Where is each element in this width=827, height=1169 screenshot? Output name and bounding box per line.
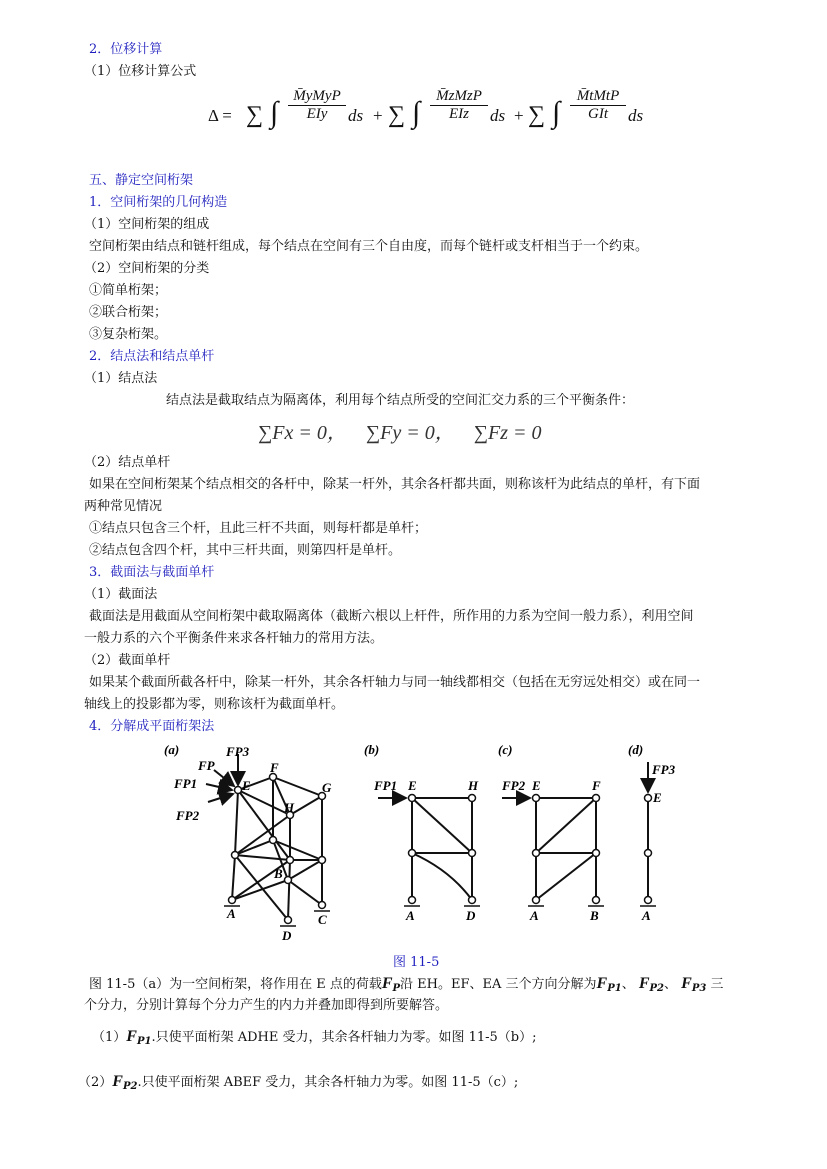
subsection-1a-text: 空间桁架由结点和链杆组成，每个结点在空间有三个自由度，而每个链杆或支杆相当于一个约束。 [89, 239, 649, 254]
term3-denominator: GIt [588, 106, 608, 122]
label-e-d: E [653, 790, 662, 805]
ds-1: ds [348, 106, 364, 125]
label-fp2: FP2 [176, 808, 200, 823]
subsection-2a-text: 结点法是截取结点为隔离体，利用每个结点所受的空间汇交力系的三个平衡条件： [166, 393, 635, 408]
equation-fx: ∑Fx = 0， [258, 422, 347, 444]
section-title-displacement: 2．位移计算 [89, 42, 163, 57]
label-f-c: F [592, 778, 601, 793]
label-fp3: FP3 [226, 744, 250, 759]
equilibrium-equations [258, 416, 541, 445]
ds-3: ds [628, 106, 644, 125]
subsection-1b-heading: （2）空间桁架的分类 [84, 261, 210, 276]
label-b: B [274, 866, 283, 881]
figure-d-tag: (d) [628, 742, 644, 757]
plus-2: + [514, 106, 524, 125]
label-f: F [270, 760, 279, 775]
subsection-3b-text-line1: 如果某个截面所截各杆中，除某一杆外，其余各杆轴力与同一轴线都相交（包括在无穷远处相交）或在同一 [89, 675, 701, 690]
term1-denominator: EIy [306, 106, 328, 122]
equation-fy: ∑Fy = 0， [365, 422, 455, 444]
item-fp1: $(1)F_{P1}$.只使平面桁架 ADHE 受力，其余各杆轴力为零。如图 11-5（b）; [92, 1028, 537, 1047]
integral-symbol: ∫ [270, 96, 279, 129]
subsection-4-title: 4．分解成平面桁架法 [89, 719, 215, 734]
equation-fz: ∑Fz = 0 [473, 422, 542, 444]
subsection-3b-heading: （2）截面单杆 [84, 653, 171, 668]
list-item: ②结点包含四个杆，其中三杆共面，则第四杆是单杆。 [89, 543, 402, 558]
label-a-d: A [642, 908, 651, 923]
label-e-b: E [408, 778, 417, 793]
label-fp1-b: FP1 [374, 778, 398, 793]
item-fp2: $(2)F_{P2}$.只使平面桁架 ABEF 受力，其余各杆轴力为零。如图 11-5（c）; [78, 1073, 519, 1092]
list-item: ③复杂桁架。 [89, 327, 168, 342]
list-item: ①结点只包含三个杆，且此三杆不共面，则每杆都是单杆； [89, 521, 428, 536]
figure-caption: 图 11-5 [393, 955, 440, 970]
figure-11-5 [150, 740, 690, 950]
ds-2: ds [490, 106, 506, 125]
label-h-b: H [468, 778, 479, 793]
subsection-1-title: 1．空间桁架的几何构造 [89, 195, 228, 210]
label-d: D [282, 928, 292, 943]
subsection-2b-text-line1: 如果在空间桁架某个结点相交的各杆中，除某一杆外，其余各杆都共面，则称该杆为此结点的单杆，有下面 [89, 477, 701, 492]
subsection-2-title: 2．结点法和结点单杆 [89, 349, 215, 364]
term2-denominator: EIz [449, 106, 469, 122]
sum-symbol-3: ∑ [528, 102, 546, 128]
label-g: G [322, 780, 332, 795]
list-item: ①简单桁架； [89, 283, 168, 298]
list-item: ②联合桁架； [89, 305, 168, 320]
subsection-3a-text-line2: 一般力系的六个平衡条件来求各杆轴力的常用方法。 [84, 631, 384, 646]
subsection-3a-text-line1: 截面法是用截面从空间桁架中截取隔离体（截断六根以上杆件，所作用的力系为空间一般力系），利用空间 [89, 609, 694, 624]
subsection-2a-heading: （1）结点法 [84, 371, 158, 386]
plus-1: + [373, 106, 383, 125]
term3-numerator: M̄tMtP [570, 88, 626, 106]
term2-numerator: M̄zMzP [430, 88, 488, 106]
subheading-displacement-formula: （1）位移计算公式 [84, 64, 197, 79]
sum-symbol-2: ∑ [388, 102, 406, 128]
figure-a-supports [224, 906, 330, 926]
label-e-c: E [532, 778, 541, 793]
figure-c-tag: (c) [498, 742, 513, 757]
label-e: E [242, 778, 251, 793]
term3-fraction [570, 88, 626, 123]
label-a: A [227, 906, 236, 921]
sum-symbol: ∑ [246, 102, 264, 128]
term2-fraction [430, 88, 488, 123]
subsection-2b-heading: （2）结点单杆 [84, 455, 171, 470]
displacement-formula [208, 88, 648, 148]
label-b-c: B [590, 908, 599, 923]
subsection-3-title: 3．截面法与截面单杆 [89, 565, 215, 580]
label-a-b: A [406, 908, 415, 923]
figure-b-plane-truss [412, 798, 472, 900]
term1-fraction [288, 88, 346, 123]
section-title-space-truss: 五、静定空间桁架 [89, 173, 194, 188]
paragraph-decomposition-line2: 个分力，分别计算每个分力产生的内力并叠加即得到所要解答。 [84, 998, 449, 1013]
delta-symbol: Δ = [208, 106, 232, 125]
subsection-3a-heading: （1）截面法 [84, 587, 158, 602]
figure-a-tag: (a) [164, 742, 180, 757]
subsection-1a-heading: （1）空间桁架的组成 [84, 217, 210, 232]
figure-a-space-truss [232, 777, 322, 920]
integral-symbol-2: ∫ [412, 96, 421, 129]
label-fp2-c: FP2 [502, 778, 526, 793]
figure-c-plane-truss [536, 798, 596, 900]
label-c: C [318, 912, 327, 927]
label-fp3-d: FP3 [652, 762, 676, 777]
label-fp1: FP1 [174, 776, 198, 791]
integral-symbol-3: ∫ [552, 96, 561, 129]
figure-b-tag: (b) [364, 742, 380, 757]
term1-numerator: M̄yMyP [288, 88, 346, 106]
label-h: H [284, 800, 295, 815]
subsection-3b-text-line2: 轴线上的投影都为零，则称该杆为截面单杆。 [84, 697, 345, 712]
label-d-b: D [466, 908, 476, 923]
label-fp: FP [198, 758, 215, 773]
paragraph-decomposition-line1: 图 11-5（a）为一空间桁架，将作用在 E 点的荷载$F_P$沿 EH。EF、EA 三个方向分解为$F_{P1}$、 $F_{P2}$、 $F_{P3}$ 三 [89, 975, 724, 994]
label-a-c: A [530, 908, 539, 923]
subsection-2b-text-line2: 两种常见情况 [84, 499, 163, 514]
